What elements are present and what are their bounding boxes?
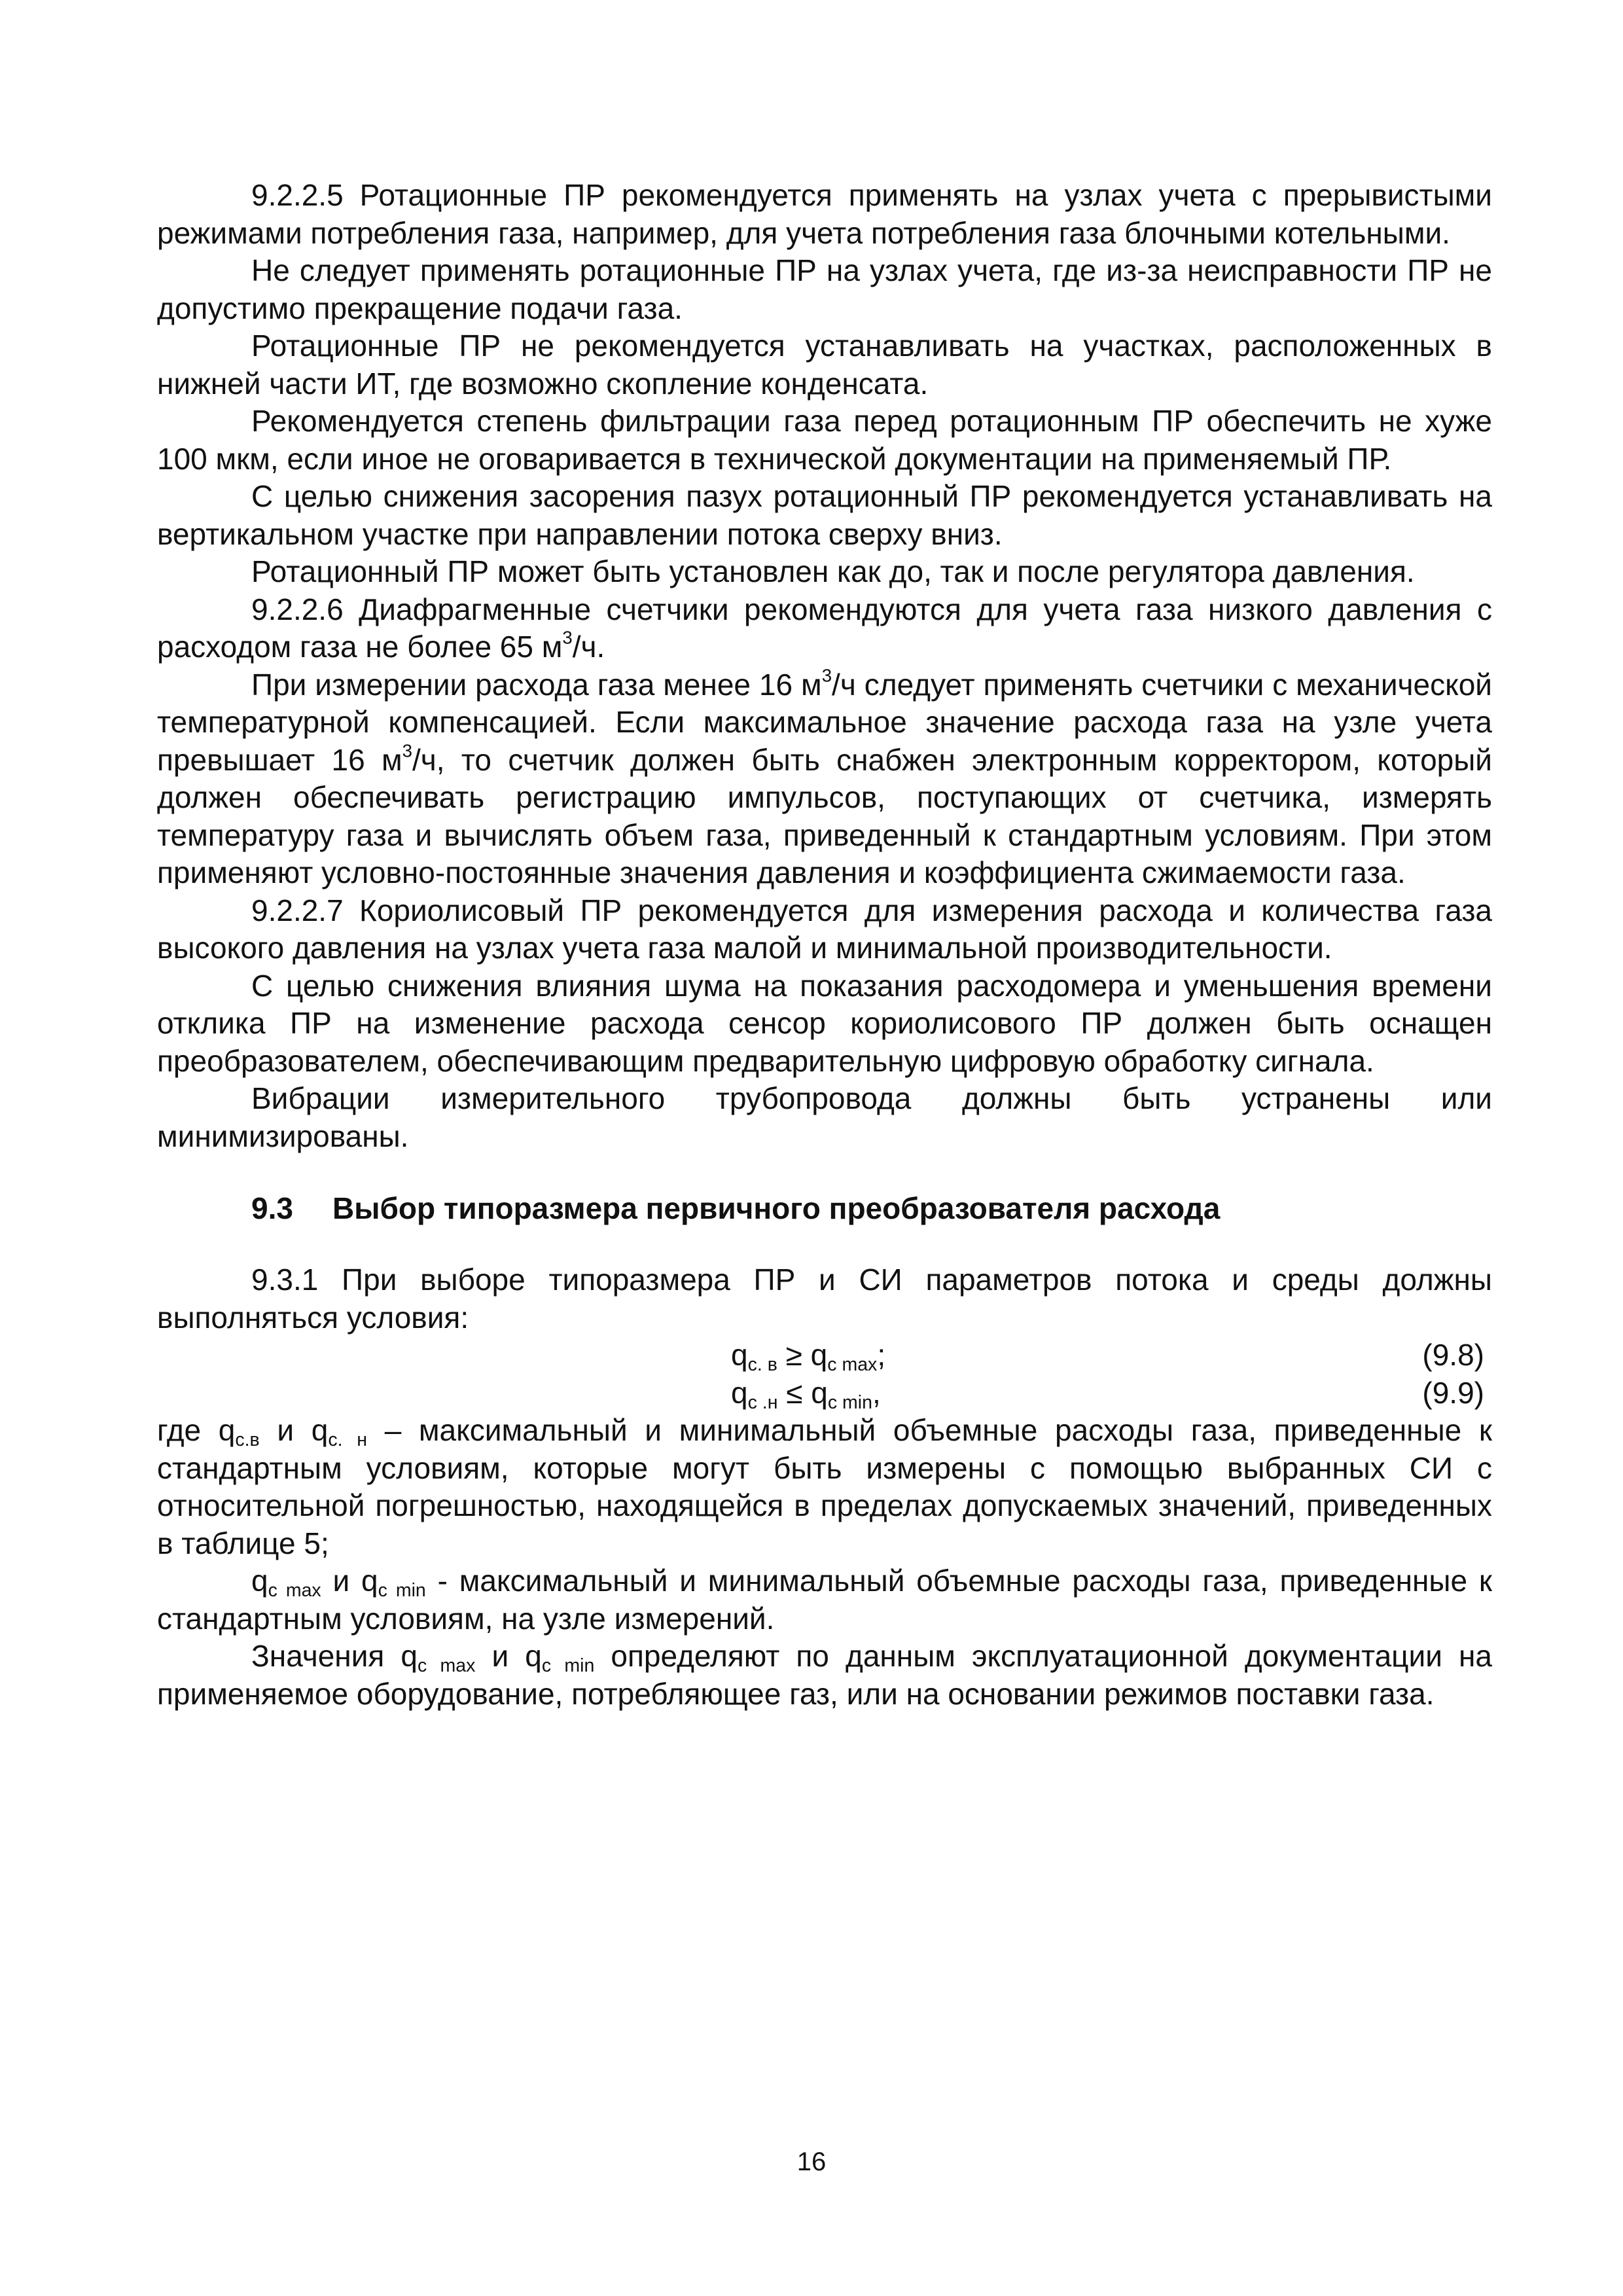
paragraph-9-3-1: 9.3.1 При выборе типоразмера ПР и СИ параметров потока и среды должны выполняться условия: bbox=[157, 1263, 1492, 1335]
formula-operator: ≤ bbox=[777, 1375, 812, 1410]
paragraph-rotary-lower-part: Ротационные ПР не рекомендуется устанавливать на участках, расположенных в нижней части ИТ, где возможно скопление конденсата. bbox=[157, 329, 1492, 401]
paragraph-text: определяют по данным эксплуатационной документации на применяемое оборудование, потребляющее газ, или на основании режимов поставки газа. bbox=[157, 1639, 1492, 1711]
formula-subscript: с .н bbox=[747, 1391, 778, 1413]
formula-9-8 bbox=[157, 1336, 1492, 1374]
paragraph-9-2-2-5: 9.2.2.5 Ротационные ПР рекомендуется применять на узлах учета с прерывистыми режимами потребления газа, например, для учета потребления газа блочными котельными. bbox=[157, 178, 1492, 250]
paragraph-9-2-2-7: 9.2.2.7 Кориолисовый ПР рекомендуется для измерения расхода и количества газа высокого давления на узлах учета газа малой и минимальной производительности. bbox=[157, 893, 1492, 965]
formula-subscript: с.в bbox=[235, 1429, 260, 1450]
paragraph-values bbox=[157, 1638, 1492, 1713]
formula-symbol: q bbox=[810, 1338, 828, 1372]
paragraph-definition bbox=[157, 1562, 1492, 1638]
formula-operator: ≥ bbox=[777, 1338, 811, 1372]
formula-expression bbox=[731, 1336, 885, 1374]
formula-subscript: с min bbox=[378, 1579, 426, 1601]
paragraph-text: Значения q bbox=[251, 1639, 418, 1673]
paragraph-text: – максимальный и минимальный объемные расходы газа, приведенные к стандартным условиям, которые могут быть измерены с помощью выбранных СИ с относительной погрешностью, находящейся в пределах допускаемых значений, приведенных в таблице 5; bbox=[157, 1413, 1493, 1560]
paragraph-text: и q bbox=[475, 1639, 542, 1673]
paragraph-measurement bbox=[157, 666, 1492, 892]
paragraph-text: При измерении расхода газа менее 16 м bbox=[251, 667, 822, 702]
formula-subscript: с. н bbox=[328, 1429, 368, 1450]
paragraph-text: q bbox=[251, 1564, 268, 1598]
formula-subscript: с max bbox=[418, 1655, 476, 1676]
paragraph-text: /ч следует применять счетчики с механической температурной компенсацией. Если максимальное значение расхода газа на узле учета превышает 16 м bbox=[157, 667, 1493, 777]
formula-punctuation: ; bbox=[877, 1338, 886, 1372]
paragraph-vibration: Вибрации измерительного трубопровода должны быть устранены или минимизированы. bbox=[157, 1081, 1492, 1153]
paragraph-vertical-section: С целью снижения засорения пазух ротационный ПР рекомендуется устанавливать на вертикальном участке при направлении потока сверху вниз. bbox=[157, 479, 1492, 551]
formula-subscript: с min bbox=[827, 1391, 872, 1413]
paragraph-text: и q bbox=[259, 1413, 329, 1447]
formula-expression bbox=[731, 1374, 881, 1412]
paragraph-text: - максимальный и минимальный объемные расходы газа, приведенные к стандартным условиям, на узле измерений. bbox=[157, 1564, 1492, 1636]
paragraph-text: /ч. bbox=[572, 630, 605, 664]
document-page bbox=[157, 177, 1492, 1713]
formula-symbol: q bbox=[731, 1375, 748, 1410]
section-number: 9.3 bbox=[251, 1191, 293, 1225]
equation-number: (9.8) bbox=[1422, 1338, 1484, 1372]
formula-symbol: q bbox=[731, 1338, 748, 1372]
section-title: Выбор типоразмера первичного преобразователя расхода bbox=[332, 1191, 1221, 1225]
formula-subscript: с. в bbox=[747, 1354, 777, 1375]
paragraph-rotary-no-interruption: Не следует применять ротационные ПР на узлах учета, где из-за неисправности ПР не допустимо прекращение подачи газа. bbox=[157, 253, 1492, 325]
paragraph-text: 9.2.2.6 Диафрагменные счетчики рекомендуются для учета газа низкого давления с расходом газа не более 65 м bbox=[157, 592, 1492, 664]
page-number: 16 bbox=[796, 2147, 827, 2176]
section-heading bbox=[157, 1189, 1492, 1227]
superscript: 3 bbox=[562, 627, 573, 648]
formula-punctuation: , bbox=[872, 1375, 881, 1410]
superscript: 3 bbox=[821, 664, 832, 685]
superscript: 3 bbox=[402, 740, 413, 761]
paragraph-regulator: Ротационный ПР может быть установлен как до, так и после регулятора давления. bbox=[251, 554, 1415, 588]
paragraph-filtration: Рекомендуется степень фильтрации газа перед ротационным ПР обеспечить не хуже 100 мкм, если иное не оговаривается в технической документации на применяемый ПР. bbox=[157, 404, 1492, 476]
formula-subscript: с max bbox=[827, 1354, 878, 1375]
formula-9-9 bbox=[157, 1374, 1492, 1412]
paragraph-text: где q bbox=[157, 1413, 236, 1447]
equation-number: (9.9) bbox=[1422, 1375, 1484, 1410]
paragraph-where bbox=[157, 1412, 1492, 1562]
paragraph-text: и q bbox=[321, 1564, 378, 1598]
paragraph-9-2-2-6 bbox=[157, 591, 1492, 666]
formula-symbol: q bbox=[811, 1375, 828, 1410]
paragraph-noise: С целью снижения влияния шума на показания расходомера и уменьшения времени отклика ПР на изменение расхода сенсор кориолисового ПР должен быть оснащен преобразователем, обеспечивающим предварительную цифровую обработку сигнала. bbox=[157, 968, 1492, 1078]
formula-subscript: с max bbox=[268, 1579, 321, 1601]
formula-subscript: с min bbox=[541, 1655, 595, 1676]
paragraph-text: /ч, то счетчик должен быть снабжен электронным корректором, который должен обеспечивать регистрацию импульсов, поступающих от счетчика, измерять температуру газа и вычислять объем газа, приведенный к стандартным условиям. При этом применяют условно-постоянные значения давления и коэффициента сжимаемости газа. bbox=[157, 742, 1492, 889]
